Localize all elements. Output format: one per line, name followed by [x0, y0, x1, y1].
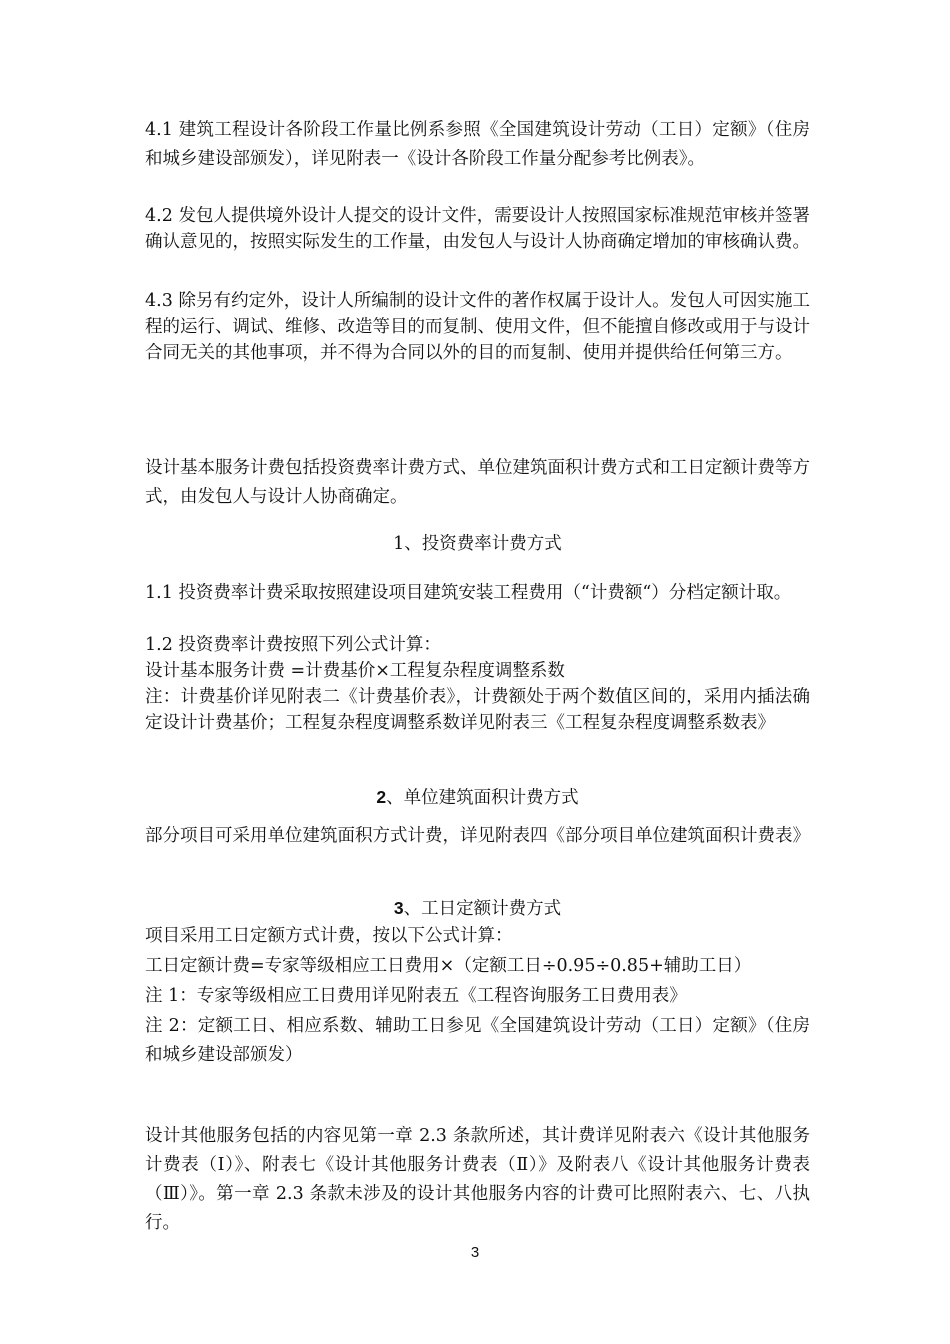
- note-3-1: 注 1：专家等级相应工日费用详见附表五《工程咨询服务工日费用表》: [145, 986, 687, 1006]
- paragraph-method-2: 部分项目可采用单位建筑面积方式计费，详见附表四《部分项目单位建筑面积计费表》: [145, 826, 810, 846]
- note-3-2: 注 2：定额工日、相应系数、辅助工日参见《全国建筑设计劳动（工日）定额》（住房和城乡建设部颁发）: [145, 1016, 810, 1065]
- other-services-paragraph: 设计其他服务包括的内容见第一章 2.3 条款所述，其计费详见附表六《设计其他服务计费表（Ⅰ）》、附表七《设计其他服务计费表（Ⅱ）》及附表八《设计其他服务计费表（Ⅲ）》。第一章 2.3 条款未涉及的设计其他服务内容的计费可比照附表六、七、八执行。: [145, 1126, 810, 1233]
- paragraph-1-2: 1.2 投资费率计费按照下列公式计算：: [145, 635, 441, 655]
- note-1: 注：计费基价详见附表二《计费基价表》，计费额处于两个数值区间的，采用内插法确定设计计费基价；工程复杂程度调整系数详见附表三《工程复杂程度调整系数表》: [145, 687, 810, 733]
- heading-method-3: [145, 894, 810, 924]
- heading-method-1: 1、投资费率计费方式: [393, 534, 562, 554]
- heading-method-2-number: 2: [376, 787, 387, 807]
- paragraph-4-2: 4.2 发包人提供境外设计人提交的设计文件，需要设计人按照国家标准规范审核并签署确认意见的，按照实际发生的工作量，由发包人与设计人协商确定增加的审核确认费。: [145, 206, 810, 252]
- paragraph-4-3: 4.3 除另有约定外，设计人所编制的设计文件的著作权属于设计人。发包人可因实施工程的运行、调试、维修、改造等目的而复制、使用文件，但不能擅自修改或用于与设计合同无关的其他事项，并不得为合同以外的目的而复制、使用并提供给任何第三方。: [145, 291, 810, 363]
- heading-method-2-text: 、单位建筑面积计费方式: [386, 788, 579, 808]
- paragraph-method-3: 项目采用工日定额方式计费，按以下公式计算：: [145, 926, 513, 946]
- paragraph-4-1: 4.1 建筑工程设计各阶段工作量比例系参照《全国建筑设计劳动（工日）定额》（住房和城乡建设部颁发），详见附表一《设计各阶段工作量分配参考比例表》。: [145, 120, 810, 169]
- heading-method-2: [145, 783, 810, 813]
- page-number: 3: [470, 1244, 480, 1261]
- heading-method-3-number: 3: [393, 898, 404, 918]
- formula-3: 工日定额计费=专家等级相应工日费用×（定额工日÷0.95÷0.85+辅助工日）: [145, 956, 752, 976]
- paragraph-1-1: 1.1 投资费率计费采取按照建设项目建筑安装工程费用（“计费额“）分档定额计取。: [145, 583, 792, 603]
- formula-1: 设计基本服务计费 =计费基价×工程复杂程度调整系数: [145, 661, 565, 681]
- intro-paragraph: 设计基本服务计费包括投资费率计费方式、单位建筑面积计费方式和工日定额计费等方式，由发包人与设计人协商确定。: [145, 458, 810, 507]
- heading-method-3-text: 、工日定额计费方式: [403, 899, 562, 919]
